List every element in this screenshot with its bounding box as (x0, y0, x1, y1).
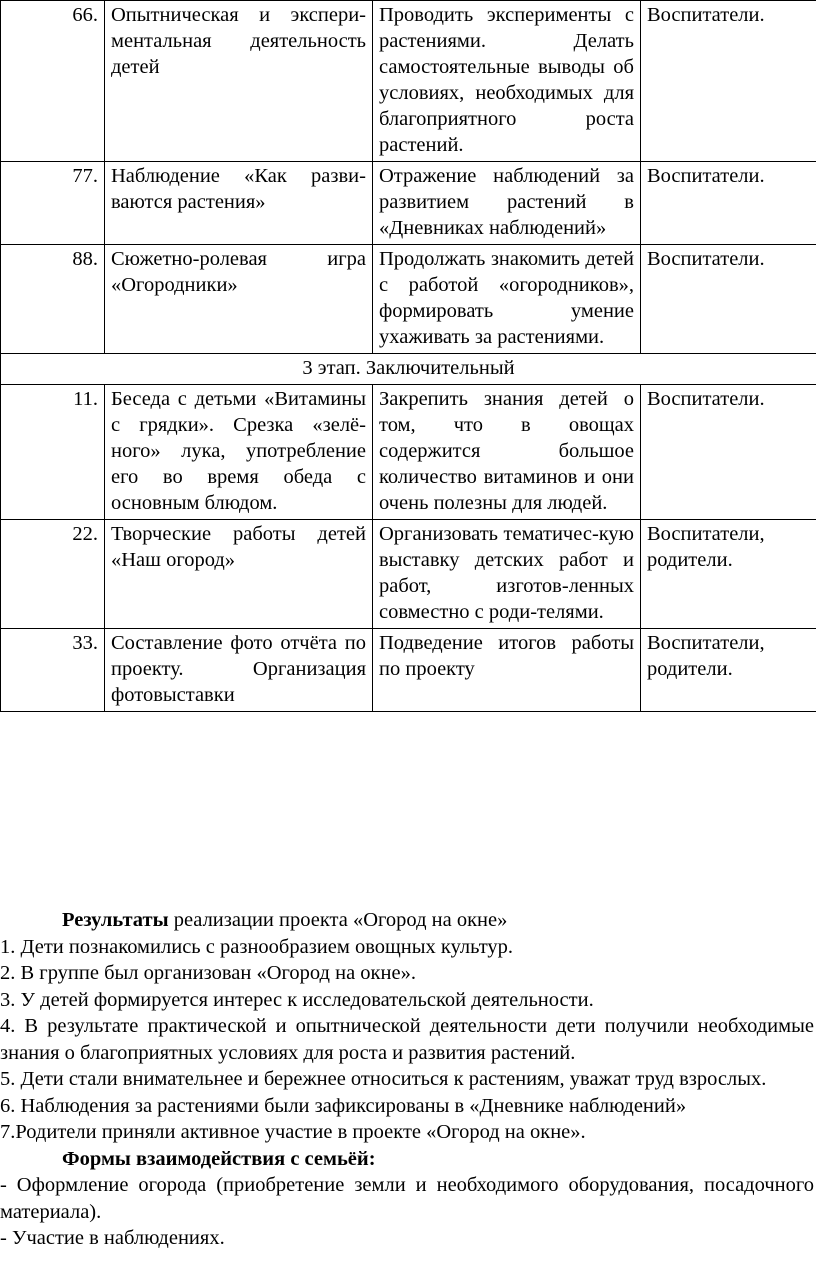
row-goal: Организовать тематичес-кую выставку детских работ и работ, изготов-ленных совместно с роди-телями. (373, 520, 641, 629)
row-responsible: Воспитатели. (641, 1, 816, 162)
stage-row (1, 354, 816, 385)
results-section (0, 907, 814, 1252)
row-activity: Опытническая и экспери-ментальная деятельность детей (105, 1, 373, 162)
row-activity: Творческие работы детей «Наш огород» (105, 520, 373, 629)
family-heading-bold: Формы взаимодействия с семьёй: (62, 1147, 376, 1170)
stage-title: 3 этап. Заключительный (1, 354, 816, 385)
result-item: 7.Родители приняли активное участие в проекте «Огород на окне». (0, 1121, 586, 1143)
row-responsible: Воспитатели, родители. (641, 520, 816, 629)
row-activity: Наблюдение «Как разви-ваются растения» (105, 162, 373, 245)
row-activity: Составление фото отчёта по проекту. Организация фотовыставки (105, 629, 373, 712)
row-responsible: Воспитатели. (641, 162, 816, 245)
row-number: 22. (1, 520, 105, 629)
table-row (1, 520, 816, 629)
result-item: 3. У детей формируется интерес к исследовательской деятельности. (0, 988, 594, 1011)
row-activity: Беседа с детьми «Витамины с грядки». Срезка «зелё-ного» лука, употребление его во время обеда с основным блюдом. (105, 385, 373, 520)
row-number: 88. (1, 245, 105, 354)
table-row (1, 162, 816, 245)
table-row (1, 245, 816, 354)
row-activity: Сюжетно-ролевая игра «Огородники» (105, 245, 373, 354)
row-number: 11. (1, 385, 105, 520)
row-number: 33. (1, 629, 105, 712)
table-row (1, 1, 816, 162)
row-goal: Закрепить знания детей о том, что в овощах содержится большое количество витаминов и они очень полезны для людей. (373, 385, 641, 520)
row-number: 66. (1, 1, 105, 162)
result-item: 2. В группе был организован «Огород на окне». (0, 962, 416, 984)
table-row (1, 385, 816, 520)
family-item: - Оформление огорода (приобретение земли и необходимого оборудования, посадочного материала). (0, 1174, 814, 1223)
row-number: 77. (1, 162, 105, 245)
family-heading (0, 1146, 814, 1173)
row-responsible: Воспитатели, родители. (641, 629, 816, 712)
results-heading-bold: Результаты (62, 909, 169, 931)
result-item: 4. В результате практической и опытнической деятельности дети получили необходимые знания о благоприятных условиях для роста и развития растений. (0, 1015, 814, 1064)
results-heading (0, 907, 814, 934)
result-item: 6. Наблюдения за растениями были зафиксированы в «Дневнике наблюдений» (0, 1094, 687, 1117)
family-item: - Участие в наблюдениях. (0, 1227, 225, 1249)
results-heading-rest: реализации проекта «Огород на окне» (168, 909, 508, 931)
table-row (1, 629, 816, 712)
result-item: 5. Дети стали внимательнее и бережнее относиться к растениям, уважат труд взрослых. (0, 1068, 767, 1090)
row-goal: Подведение итогов работы по проекту (373, 629, 641, 712)
row-goal: Продолжать знакомить детей с работой «огородников», формировать умение ухаживать за растениями. (373, 245, 641, 354)
result-item: 1. Дети познакомились с разнообразием овощных культур. (0, 935, 514, 958)
row-goal: Проводить эксперименты с растениями. Делать самостоятельные выводы об условиях, необходимых для благоприятного роста растений. (373, 1, 641, 162)
row-responsible: Воспитатели. (641, 245, 816, 354)
row-goal: Отражение наблюдений за развитием растений в «Дневниках наблюдений» (373, 162, 641, 245)
row-responsible: Воспитатели. (641, 385, 816, 520)
